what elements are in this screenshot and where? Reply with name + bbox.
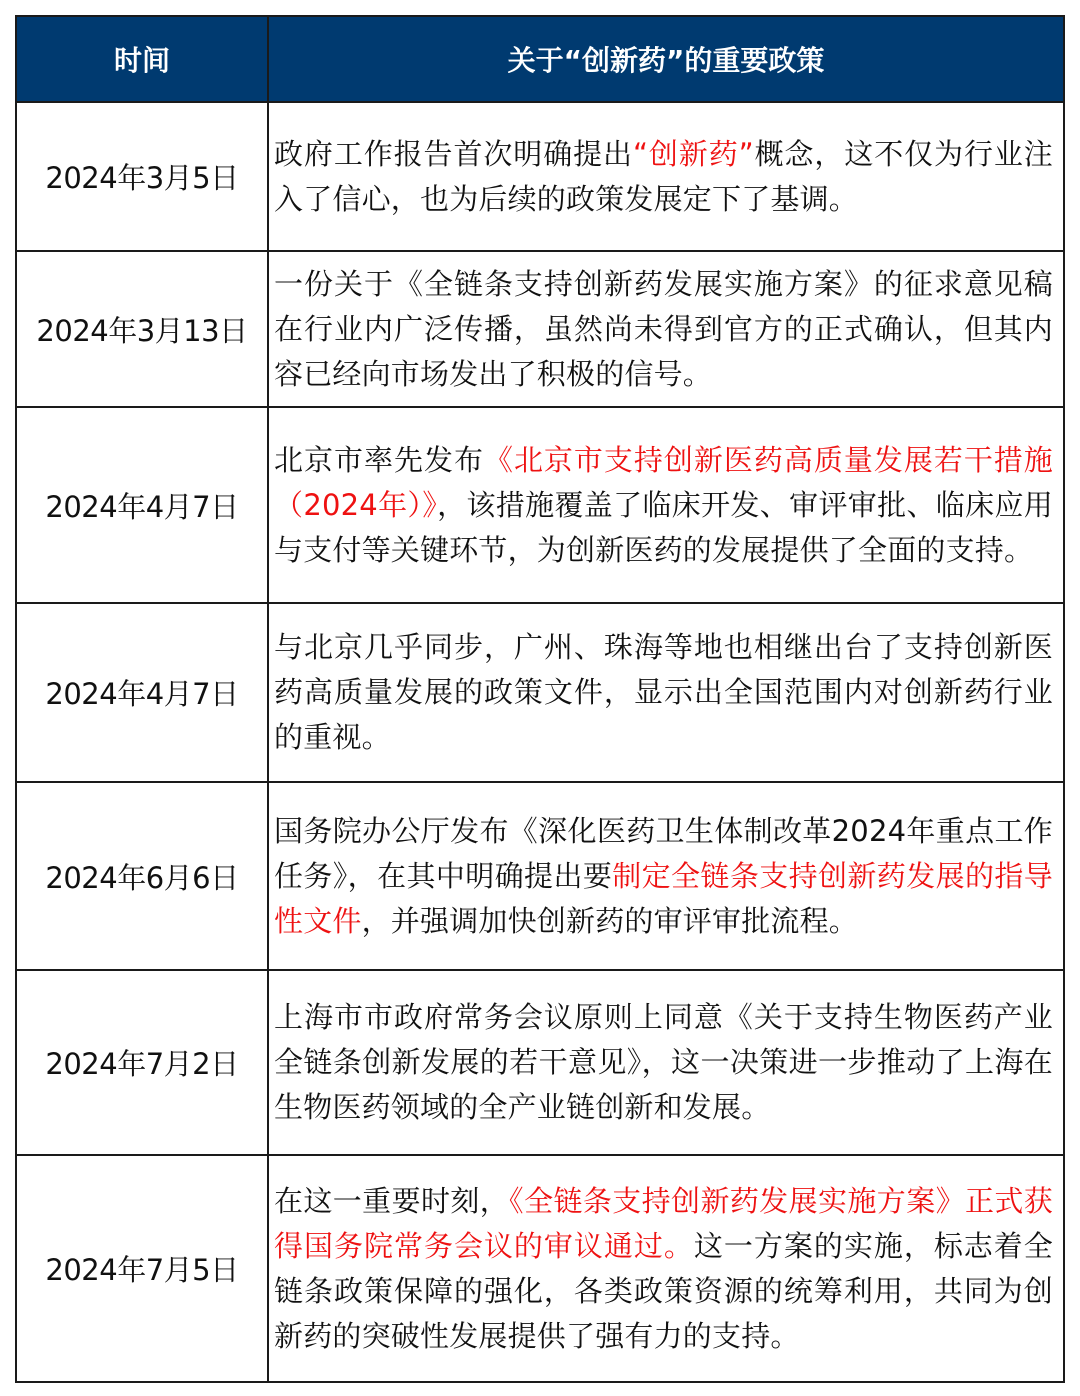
policy-description-cell xyxy=(268,603,1064,782)
header-row xyxy=(16,16,1064,102)
date-cell: 2024年6月6日 xyxy=(16,782,268,970)
description-text: 国务院办公厅发布《深化医药卫生体制改革2024年重点工作任务》，在其中明确提出要 xyxy=(274,813,1053,893)
description-text: ，该措施覆盖了临床开发、审评审批、临床应用与支付等关键环节，为创新医药的发展提供了全面的支持。 xyxy=(274,487,1054,567)
table-row xyxy=(16,782,1064,970)
policy-description-cell xyxy=(268,782,1064,970)
policy-description-cell xyxy=(268,102,1064,251)
description-text: 与北京几乎同步，广州、珠海等地也相继出台了支持创新医药高质量发展的政策文件，显示出全国范围内对创新药行业的重视。 xyxy=(274,630,1053,754)
highlighted-text: “创新药” xyxy=(632,136,754,171)
highlighted-text: 制定全链条支持创新药发展的指导性文件 xyxy=(274,858,1053,938)
policy-description-cell xyxy=(268,407,1064,603)
description-text: 一份关于《全链条支持创新药发展实施方案》的征求意见稿在行业内广泛传播，虽然尚未得到官方的正式确认，但其内容已经向市场发出了积极的信号。 xyxy=(274,266,1053,391)
description-text: 上海市市政府常务会议原则上同意《关于支持生物医药产业全链条创新发展的若干意见》，这一决策进一步推动了上海在生物医药领域的全产业链创新和发展。 xyxy=(274,1000,1053,1124)
table-body xyxy=(16,102,1064,1382)
highlighted-text: 《全链条支持创新药发展实施方案》正式获得国务院常务会议的审议通过。 xyxy=(274,1183,1053,1263)
date-cell: 2024年3月5日 xyxy=(16,102,268,251)
policy-description-cell xyxy=(268,1155,1064,1382)
description-text: 这一方案的实施，标志着全链条政策保障的强化，各类政策资源的统筹利用，共同为创新药的突破性发展提供了强有力的支持。 xyxy=(274,1228,1053,1353)
description-text: 概念，这不仅为行业注入了信心，也为后续的政策发展定下了基调。 xyxy=(274,136,1053,216)
table-row xyxy=(16,970,1064,1155)
date-cell: 2024年7月2日 xyxy=(16,970,268,1155)
date-cell: 2024年4月7日 xyxy=(16,603,268,782)
description-text: 政府工作报告首次明确提出 xyxy=(274,136,633,171)
header-policy: 关于“创新药”的重要政策 xyxy=(268,16,1064,102)
description-text: ，并强调加快创新药的审评审批流程。 xyxy=(361,903,859,938)
description-text: 北京市率先发布 xyxy=(274,442,484,477)
table-row xyxy=(16,251,1064,407)
date-cell: 2024年7月5日 xyxy=(16,1155,268,1382)
date-cell: 2024年3月13日 xyxy=(16,251,268,407)
policy-description-cell xyxy=(268,970,1064,1155)
table-row xyxy=(16,407,1064,603)
policy-timeline-table xyxy=(15,15,1065,1383)
description-text: 在这一重要时刻， xyxy=(274,1183,510,1218)
table-row xyxy=(16,603,1064,782)
table-row xyxy=(16,102,1064,251)
policy-description-cell xyxy=(268,251,1064,407)
header-date: 时间 xyxy=(16,16,268,102)
highlighted-text: 《北京市支持创新医药高质量发展若干措施（2024年）》 xyxy=(274,442,1053,522)
date-cell: 2024年4月7日 xyxy=(16,407,268,603)
table-row xyxy=(16,1155,1064,1382)
